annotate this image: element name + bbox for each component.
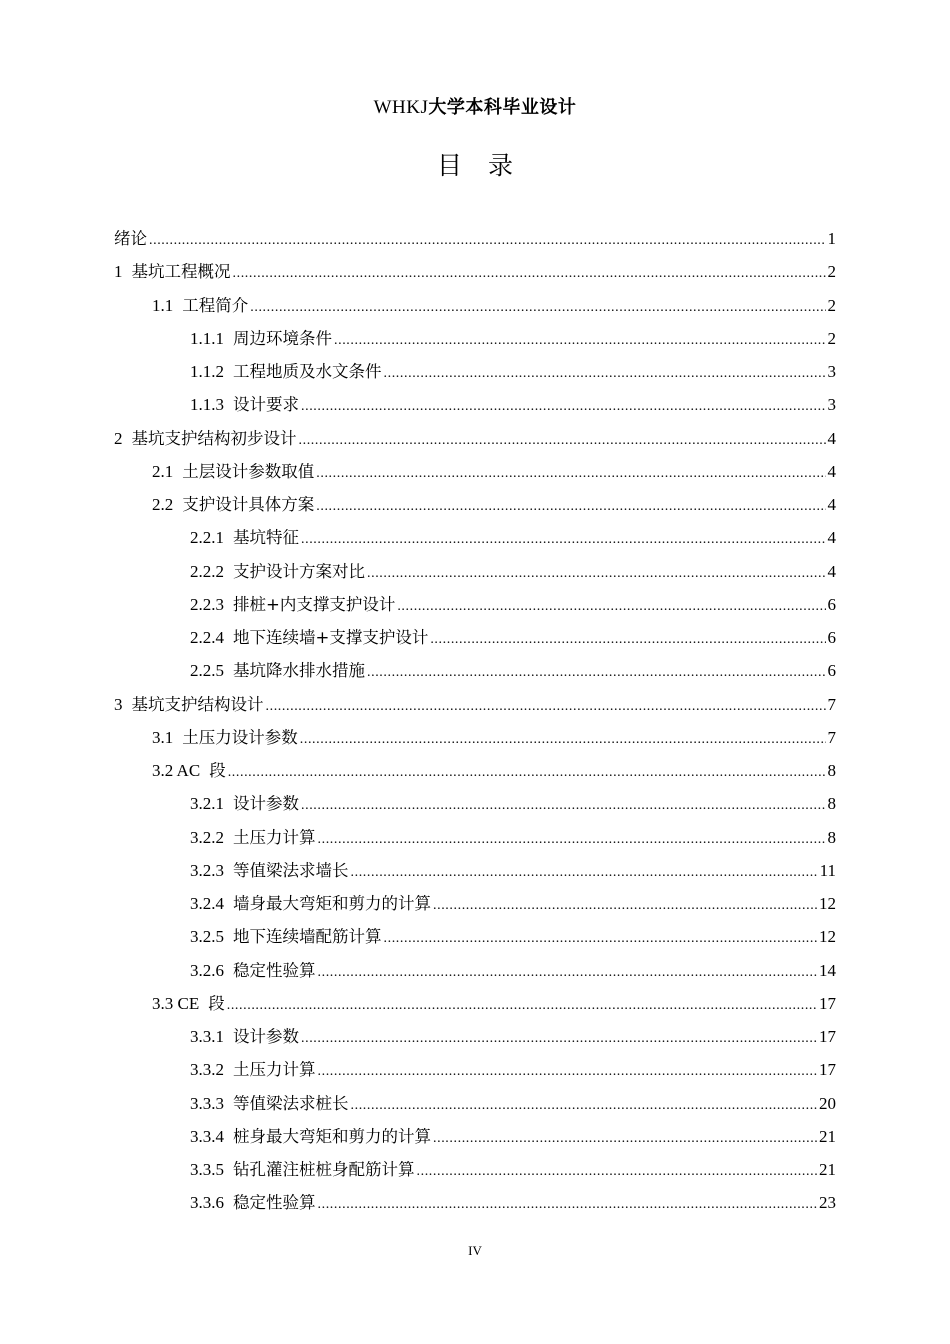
toc-entry-number: 3.3.4 <box>190 1126 224 1146</box>
toc-entry-number: 2.2.1 <box>190 528 224 548</box>
toc-entry-title: 基坑支护结构设计 <box>131 694 264 714</box>
toc-entry-number: 1.1.3 <box>190 395 224 415</box>
header-prefix: WHKJ <box>373 97 429 118</box>
toc-entry-title: 土层设计参数取值 <box>182 461 315 481</box>
toc-entry-page: 21 <box>819 1160 836 1179</box>
running-header <box>0 93 950 119</box>
toc-entry-number: 1.1.1 <box>190 328 224 348</box>
toc-entry[interactable] <box>152 455 836 488</box>
toc-entry[interactable] <box>152 754 836 787</box>
toc-dot-leader <box>301 390 826 423</box>
toc-entry-title: 基坑降水排水措施 <box>233 661 365 681</box>
toc-entry[interactable] <box>114 222 836 255</box>
toc-dot-leader <box>233 257 826 290</box>
toc-dot-leader <box>318 823 826 856</box>
toc-entry-number: 1.1.2 <box>190 362 224 381</box>
toc-entry-number: 2 <box>114 428 123 448</box>
toc-entry-number: 1 <box>114 262 123 282</box>
toc-dot-leader <box>316 457 825 490</box>
toc-entry-number: 3.2 AC <box>152 761 201 780</box>
toc-entry-page: 17 <box>819 1060 836 1080</box>
toc-entry-page: 3 <box>827 395 836 415</box>
toc-dot-leader <box>266 690 826 723</box>
toc-entry[interactable] <box>152 289 836 322</box>
toc-entry-page: 7 <box>827 727 836 747</box>
toc-entry[interactable] <box>190 787 836 820</box>
toc-entry-title: 等值梁法求墙长 <box>233 860 349 880</box>
toc-entry-page: 20 <box>819 1093 836 1113</box>
toc-dot-leader <box>318 1055 818 1088</box>
toc-entry-page: 14 <box>819 960 836 980</box>
toc-entry-number: 2.2.3 <box>190 594 224 614</box>
toc-entry-title: 桩身最大弯矩和剪力的计算 <box>233 1126 431 1146</box>
toc-entry-title: 工程简介 <box>182 295 249 315</box>
toc-dot-leader <box>149 224 826 257</box>
toc-entry-title: 工程地质及水文条件 <box>233 362 382 381</box>
toc-entry-page: 17 <box>819 993 836 1013</box>
toc-entry[interactable] <box>152 721 836 754</box>
toc-entry-title: 段 <box>208 993 225 1013</box>
toc-entry-page: 4 <box>827 428 836 448</box>
toc-entry[interactable] <box>190 821 836 854</box>
toc-entry-number: 3.3 CE <box>152 993 200 1013</box>
toc-entry[interactable] <box>190 920 836 953</box>
toc-entry-page: 11 <box>819 860 836 880</box>
toc-dot-leader <box>367 656 826 689</box>
toc-entry-page: 6 <box>827 628 836 647</box>
toc-entry-page: 6 <box>827 661 836 681</box>
toc-entry-page: 12 <box>819 894 836 913</box>
toc-entry-page: 2 <box>827 328 836 348</box>
toc-dot-leader <box>301 523 826 556</box>
toc-entry-page: 4 <box>827 561 836 581</box>
toc-entry[interactable] <box>114 688 836 721</box>
toc-entry[interactable] <box>190 555 836 588</box>
toc-entry-number: 3.2.3 <box>190 860 224 880</box>
toc-entry-number: 3.2.1 <box>190 794 224 814</box>
toc-title: 目录 <box>436 151 539 180</box>
toc-entry-title: 土压力计算 <box>233 827 316 847</box>
toc-dot-leader <box>316 490 825 523</box>
toc-entry-title: 土压力计算 <box>233 1060 316 1080</box>
page-number: IV <box>468 1243 482 1258</box>
toc-entry-title: 土压力设计参数 <box>182 727 298 747</box>
toc-dot-leader <box>228 756 826 789</box>
toc-entry-page: 12 <box>819 927 836 947</box>
toc-entry-number: 3.3.1 <box>190 1027 224 1046</box>
toc-entry-number: 3.3.3 <box>190 1093 224 1113</box>
toc-dot-leader <box>430 623 825 656</box>
toc-entry[interactable] <box>190 1153 836 1186</box>
toc-dot-leader <box>417 1155 818 1188</box>
toc-entry-page: 2 <box>827 262 836 282</box>
toc-dot-leader <box>433 1122 817 1155</box>
toc-entry-page: 8 <box>827 827 836 847</box>
toc-entry-page: 1 <box>827 229 836 248</box>
toc-entry[interactable] <box>190 521 836 554</box>
toc-entry-number: 2.2.5 <box>190 661 224 681</box>
toc-entry[interactable] <box>190 588 836 621</box>
toc-entry[interactable] <box>190 854 836 887</box>
toc-dot-leader <box>301 789 826 822</box>
toc-dot-leader <box>397 590 825 623</box>
toc-dot-leader <box>367 557 826 590</box>
toc-entry-number: 3 <box>114 694 123 714</box>
toc-entry-title: 段 <box>209 761 226 780</box>
toc-entry-title: 墙身最大弯矩和剪力的计算 <box>233 894 431 913</box>
toc-dot-leader <box>351 856 818 889</box>
toc-entry-title: 基坑工程概况 <box>131 262 231 282</box>
toc-entry-title: 排桩+内支撑支护设计 <box>233 594 396 614</box>
toc-entry-number: 2.2 <box>152 495 174 514</box>
toc-entry-title: 地下连续墙配筋计算 <box>233 927 382 947</box>
toc-entry-title: 基坑支护结构初步设计 <box>131 428 297 448</box>
toc-entry[interactable] <box>190 887 836 920</box>
toc-entry[interactable] <box>114 422 836 455</box>
toc-entry-number: 3.2.2 <box>190 827 224 847</box>
toc-dot-leader <box>227 989 817 1022</box>
toc-entry-number: 3.2.4 <box>190 894 224 913</box>
toc-entry[interactable] <box>190 621 836 654</box>
toc-dot-leader <box>300 723 826 756</box>
toc-entry-number: 3.3.5 <box>190 1160 224 1179</box>
toc-entry-page: 8 <box>827 761 836 780</box>
toc-entry[interactable] <box>190 1186 836 1219</box>
toc-entry[interactable] <box>190 1120 836 1153</box>
toc-entry-title: 稳定性验算 <box>233 1193 316 1213</box>
toc-entry-page: 6 <box>827 594 836 614</box>
toc-dot-leader <box>384 922 818 955</box>
toc-entry-page: 8 <box>827 794 836 814</box>
toc-entry[interactable] <box>114 255 836 288</box>
toc-entry-page: 4 <box>827 461 836 481</box>
toc-dot-leader <box>301 1022 817 1055</box>
toc-entry-page: 2 <box>827 295 836 315</box>
toc-entry-number: 3.2.5 <box>190 927 224 947</box>
toc-entry-title: 钻孔灌注桩桩身配筋计算 <box>233 1160 415 1179</box>
toc-entry[interactable] <box>190 954 836 987</box>
toc-entry-number: 3.3.2 <box>190 1060 224 1080</box>
toc-entry[interactable] <box>190 355 836 388</box>
toc-dot-leader <box>318 1188 818 1221</box>
toc-entry-title: 稳定性验算 <box>233 960 316 980</box>
toc-entry[interactable] <box>190 1053 836 1086</box>
toc-entry-number: 2.1 <box>152 461 174 481</box>
toc-entry[interactable] <box>152 488 836 521</box>
toc-entry-title: 支护设计具体方案 <box>182 495 315 514</box>
toc-entry-number: 3.1 <box>152 727 174 747</box>
toc-dot-leader <box>250 291 825 324</box>
toc-entry-number: 1.1 <box>152 295 174 315</box>
toc-entry-page: 3 <box>827 362 836 381</box>
toc-dot-leader <box>299 424 826 457</box>
toc-entry-title: 周边环境条件 <box>233 328 332 348</box>
toc-entry[interactable] <box>190 322 836 355</box>
toc-entry-page: 7 <box>827 694 836 714</box>
toc-entry-number: 2.2.2 <box>190 561 224 581</box>
toc-entry-page: 4 <box>827 495 836 514</box>
toc-dot-leader <box>384 357 826 390</box>
toc-entry-title: 等值梁法求桩长 <box>233 1093 349 1113</box>
toc-entry[interactable] <box>190 1087 836 1120</box>
toc-entry[interactable] <box>152 987 836 1020</box>
toc-entry-title: 设计参数 <box>233 1027 299 1046</box>
toc-entry-title: 绪论 <box>114 229 147 248</box>
toc-entry[interactable] <box>190 1020 836 1053</box>
toc-entry-page: 23 <box>819 1193 836 1213</box>
toc-dot-leader <box>334 324 826 357</box>
toc-entry-number: 2.2.4 <box>190 628 224 647</box>
toc-entry-title: 地下连续墙+支撑支护设计 <box>233 628 429 647</box>
toc-entry-page: 21 <box>819 1126 836 1146</box>
toc-entry-title: 设计参数 <box>233 794 299 814</box>
toc-dot-leader <box>318 956 818 989</box>
toc-entry-title: 设计要求 <box>233 395 299 415</box>
toc-entry[interactable] <box>190 654 836 687</box>
header-university: 大学本科毕业设计 <box>428 97 577 118</box>
toc-entry-title: 支护设计方案对比 <box>233 561 365 581</box>
toc-entry-title: 基坑特征 <box>233 528 299 548</box>
toc-entry-page: 17 <box>819 1027 836 1046</box>
toc-dot-leader <box>433 889 817 922</box>
toc-dot-leader <box>351 1089 818 1122</box>
toc-entry[interactable] <box>190 388 836 421</box>
toc-entry-number: 3.3.6 <box>190 1193 224 1213</box>
toc-entry-number: 3.2.6 <box>190 960 224 980</box>
toc-entry-page: 4 <box>827 528 836 548</box>
